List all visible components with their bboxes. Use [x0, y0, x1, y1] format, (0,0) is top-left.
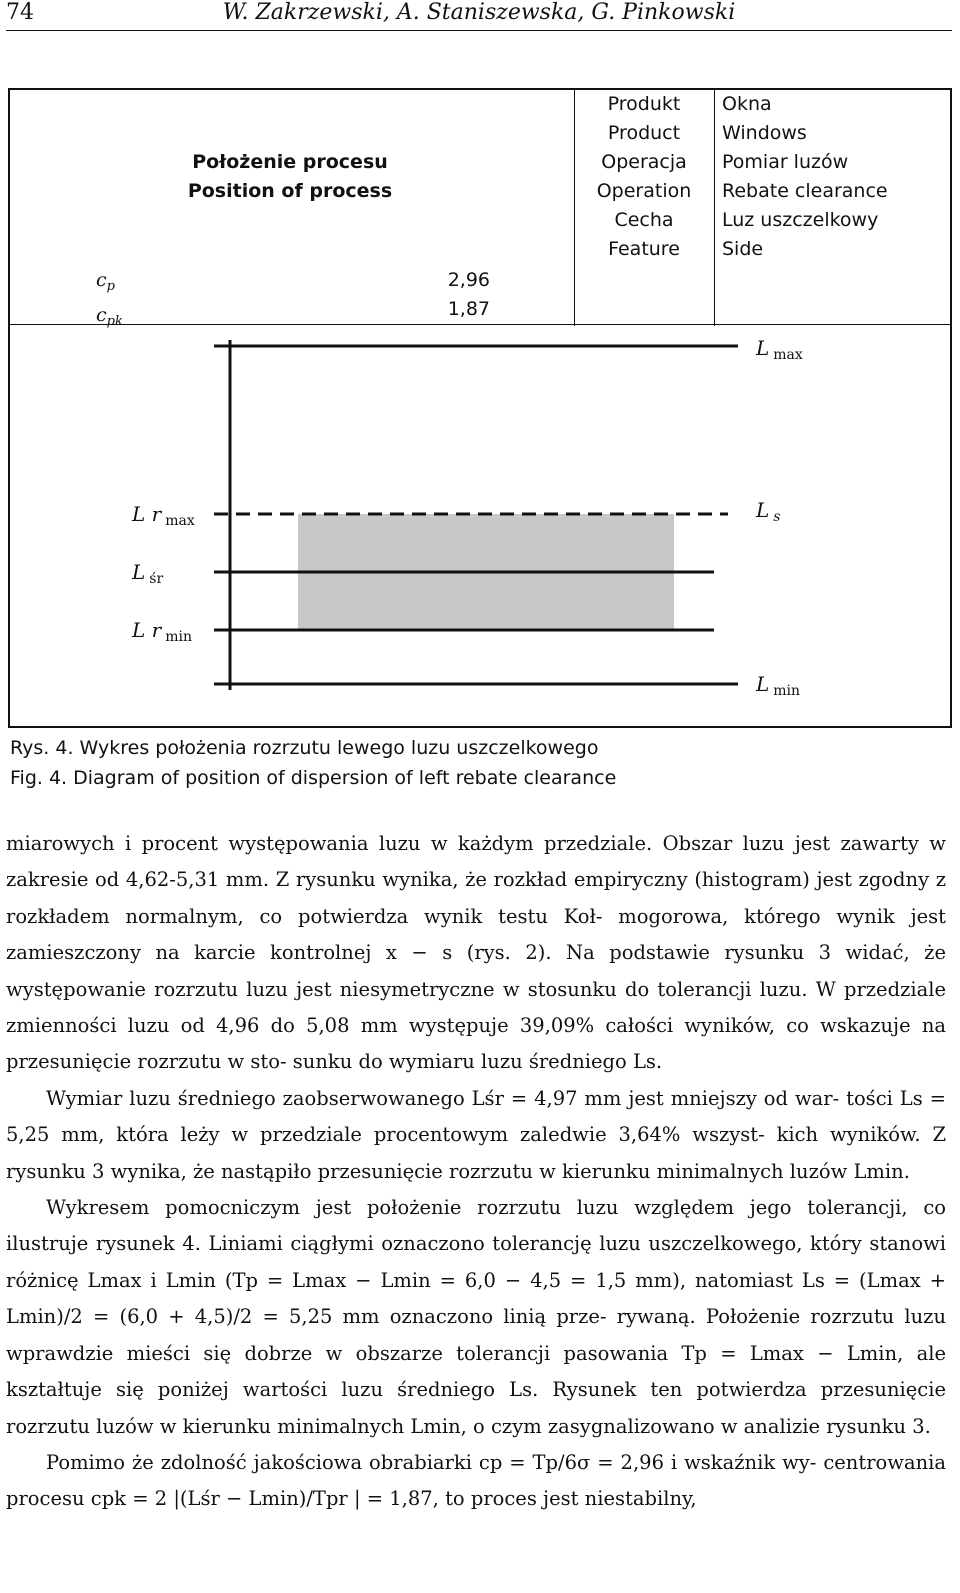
p2-line-2: kich wyników. Z rysunku 3 wynika, że nastąpiło przesunięcie rozrzutu w kierunku — [6, 1123, 946, 1183]
paragraph-2 — [6, 1081, 946, 1190]
body-text — [6, 826, 946, 1518]
p2-line-3: minimalnych luzów Lmin. — [656, 1159, 910, 1183]
position-title-pl: Położenie procesu — [192, 151, 388, 173]
position-title — [10, 148, 570, 206]
product-column — [578, 90, 710, 264]
clearance-pl: Luz uszczelkowy — [722, 209, 879, 231]
cpk-label: $c_{pk}$ — [96, 304, 123, 329]
p3-line-7: Lmin, o czym zasygnalizowano w analizie rysunku 3. — [410, 1414, 931, 1438]
page-header — [6, 0, 952, 30]
page-number: 74 — [6, 0, 34, 25]
clearance-en: Side — [722, 238, 764, 260]
cp-label: $c_p$ — [96, 269, 115, 294]
p1-line-0: miarowych i procent występowania luzu w każdym przedziale. Obszar luzu jest — [6, 832, 831, 855]
measurement-en: Rebate clearance — [722, 180, 888, 202]
p1-line-2: (histogram) jest zgodny z rozkładem normalnym, co potwierdza wynik testu Koł- — [6, 868, 947, 928]
p1-line-7: sunku do wymiaru luzu średniego Ls. — [292, 1050, 663, 1074]
p3-line-4: rywaną. Położenie rozrzutu luzu wprawdzie mieści się dobrze w obszarze tolerancji — [6, 1305, 946, 1365]
p3-line-2: który stanowi różnicę Lmax i Lmin (Tp = Lmax − Lmin = 6,0 − 4,5 = 1,5 mm), — [6, 1232, 947, 1292]
feature-pl: Cecha — [614, 209, 674, 231]
label-l-s: L $_s$ — [756, 498, 781, 525]
windows-pl: Okna — [722, 93, 772, 115]
cp-value: 2,96 — [447, 269, 490, 291]
p3-line-0: Wykresem pomocniczym jest położenie rozrzutu luzu względem jego tolerancji, — [46, 1196, 908, 1220]
measurement-pl: Pomiar luzów — [722, 151, 849, 173]
p3-line-5: pasowania Tp = Lmax − Lmin, ale kształtuje się poniżej wartości luzu średniego — [6, 1341, 946, 1402]
p1-line-1: zawarty w zakresie od 4,62-5,31 mm. Z rysunku wynika, że rozkład empiryczny — [6, 832, 946, 892]
product-pl: Produkt — [607, 93, 681, 115]
paragraph-4 — [6, 1445, 946, 1518]
label-l-min: L $_{min}$ — [756, 672, 801, 699]
header-rule — [6, 30, 952, 31]
paragraph-3 — [6, 1190, 946, 1445]
label-l-max: L $_{max}$ — [756, 336, 803, 363]
label-l-r-max: L r $_{max}$ — [132, 502, 195, 529]
cpk-value: 1,87 — [447, 298, 490, 320]
p2-line-0: Wymiar luzu średniego zaobserwowanego Lśr = 4,97 mm jest mniejszy od war- — [46, 1086, 840, 1110]
p1-line-3: mogorowa, którego wynik jest zamieszczony na karcie kontrolnej x − s (rys. 2). Na — [6, 904, 946, 965]
product-en: Product — [607, 122, 681, 144]
capability-values — [430, 266, 490, 324]
p1-line-6: występuje 39,09% całości wyników, co wskazuje na przesunięcie rozrzutu w sto- — [6, 1014, 947, 1074]
tolerance-diagram — [8, 324, 952, 728]
operation-pl: Operacja — [601, 151, 687, 173]
windows-en: Windows — [722, 122, 807, 144]
p1-line-5: w stosunku do tolerancji luzu. W przedziale zmienności luzu od 4,96 do 5,08 mm — [6, 977, 946, 1038]
paragraph-1 — [6, 826, 946, 1081]
p4-line-0: Pomimo że zdolność jakościowa obrabiarki cp = Tp/6σ = 2,96 i wskaźnik wy- — [46, 1450, 817, 1474]
p3-line-1: co ilustruje rysunek 4. Liniami ciągłymi oznaczono tolerancję luzu uszczelkowego, — [6, 1196, 946, 1256]
label-l-r-min: L r $_{min}$ — [132, 618, 192, 645]
p4-line-1: centrowania procesu cpk = 2 |(Lśr − Lmin)/Tpr | = 1,87, to proces jest niestabilny, — [6, 1450, 946, 1511]
feature-en: Feature — [608, 238, 680, 260]
p3-line-3: natomiast Ls = (Lmax + Lmin)/2 = (6,0 + 4,5)/2 = 5,25 mm oznaczono linią prze- — [6, 1268, 946, 1329]
label-l-sr: L $_{śr}$ — [132, 560, 164, 587]
p1-line-4: podstawie rysunku 3 widać, że występowanie rozrzutu luzu jest niesymetryczne — [6, 941, 946, 1001]
operation-en: Operation — [596, 180, 692, 202]
windows-column — [722, 90, 952, 264]
p2-line-1: tości Ls = 5,25 mm, która leży w przedziale procentowym zaledwie 3,64% wszyst- — [6, 1086, 947, 1147]
p3-line-6: Ls. Rysunek ten potwierdza przesunięcie rozrzutu luzów w kierunku minimalnych — [6, 1378, 946, 1438]
table-divider-1 — [574, 90, 575, 326]
table-divider-2 — [714, 90, 715, 326]
caption-pl: Rys. 4. Wykres położenia rozrzutu lewego luzu uszczelkowego — [10, 737, 599, 759]
running-title: W. Zakrzewski, A. Staniszewska, G. Pinkowski — [222, 0, 736, 25]
caption-en: Fig. 4. Diagram of position of dispersion of left rebate clearance — [10, 767, 617, 789]
position-title-en: Position of process — [187, 180, 393, 202]
